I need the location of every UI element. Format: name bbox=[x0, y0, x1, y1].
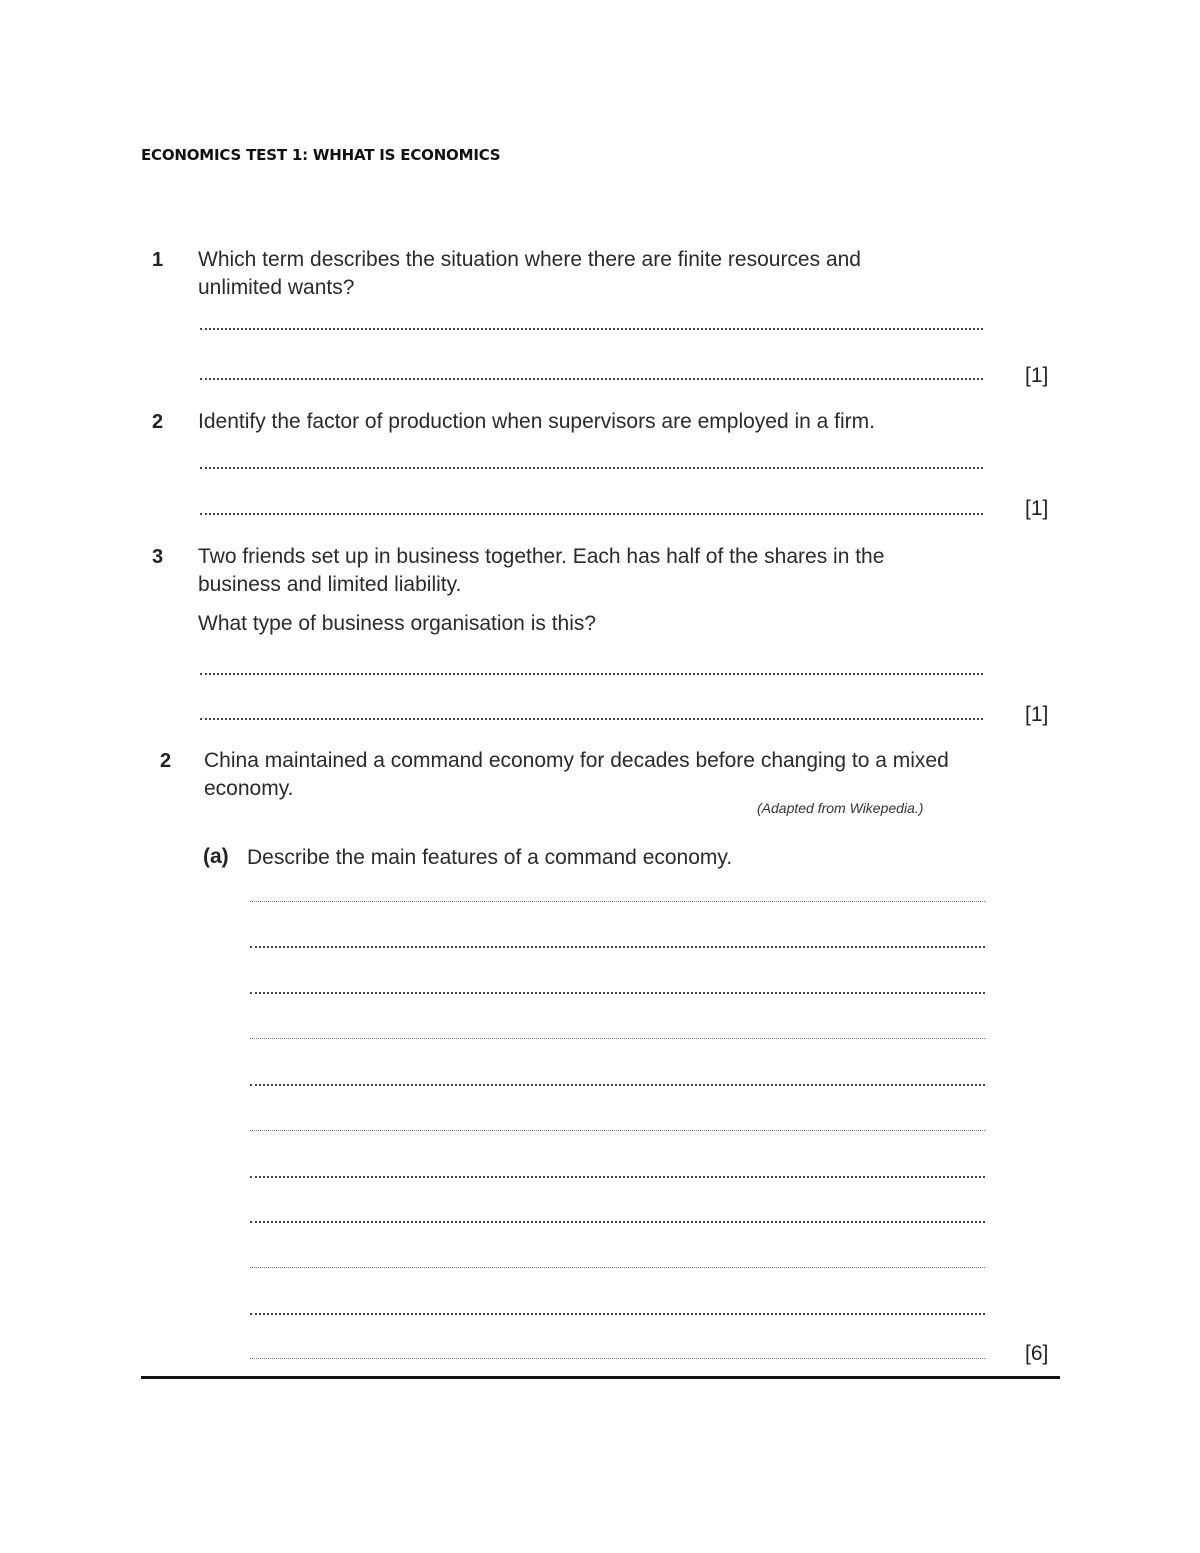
answer-line[interactable] bbox=[250, 992, 985, 994]
answer-line[interactable] bbox=[200, 673, 983, 675]
answer-line[interactable] bbox=[250, 946, 985, 948]
question-3-text: Two friends set up in business together. Each has half of the shares in the business and limited liability. bbox=[198, 545, 885, 596]
part-a-text: Describe the main features of a command economy. bbox=[247, 846, 733, 869]
answer-line[interactable] bbox=[250, 1176, 985, 1178]
answer-line[interactable] bbox=[200, 718, 983, 720]
answer-line[interactable] bbox=[250, 1313, 985, 1315]
page-title: ECONOMICS TEST 1: WHHAT IS ECONOMICS bbox=[141, 146, 501, 164]
question-3-number: 3 bbox=[152, 546, 164, 568]
question-1-text: Which term describes the situation where there are finite resources and unlimited wants? bbox=[198, 248, 861, 299]
question-4-text: China maintained a command economy for decades before changing to a mixed economy. bbox=[204, 749, 949, 800]
source-citation: (Adapted from Wikepedia.) bbox=[757, 800, 924, 816]
answer-line[interactable] bbox=[200, 328, 983, 330]
part-a-marks: [6] bbox=[1025, 1342, 1049, 1365]
answer-line[interactable] bbox=[250, 1130, 985, 1131]
question-4-number: 2 bbox=[160, 750, 172, 772]
question-2-marks: [1] bbox=[1025, 497, 1049, 520]
answer-line[interactable] bbox=[250, 1267, 985, 1268]
question-3-marks: [1] bbox=[1025, 703, 1049, 726]
answer-line[interactable] bbox=[250, 1084, 985, 1086]
question-1-marks: [1] bbox=[1025, 364, 1049, 387]
answer-line[interactable] bbox=[250, 1358, 985, 1359]
question-2-text: Identify the factor of production when supervisors are employed in a firm. bbox=[198, 410, 876, 433]
question-1-number: 1 bbox=[152, 249, 164, 271]
answer-line[interactable] bbox=[250, 1221, 985, 1223]
answer-line[interactable] bbox=[200, 467, 983, 469]
answer-line[interactable] bbox=[250, 1038, 985, 1039]
answer-line[interactable] bbox=[200, 513, 983, 515]
question-2-number: 2 bbox=[152, 411, 164, 433]
answer-line[interactable] bbox=[250, 901, 985, 902]
bottom-divider bbox=[141, 1376, 1060, 1379]
answer-line[interactable] bbox=[200, 378, 983, 380]
question-3-subtext: What type of business organisation is this? bbox=[198, 612, 597, 635]
part-a-label: (a) bbox=[203, 845, 229, 868]
